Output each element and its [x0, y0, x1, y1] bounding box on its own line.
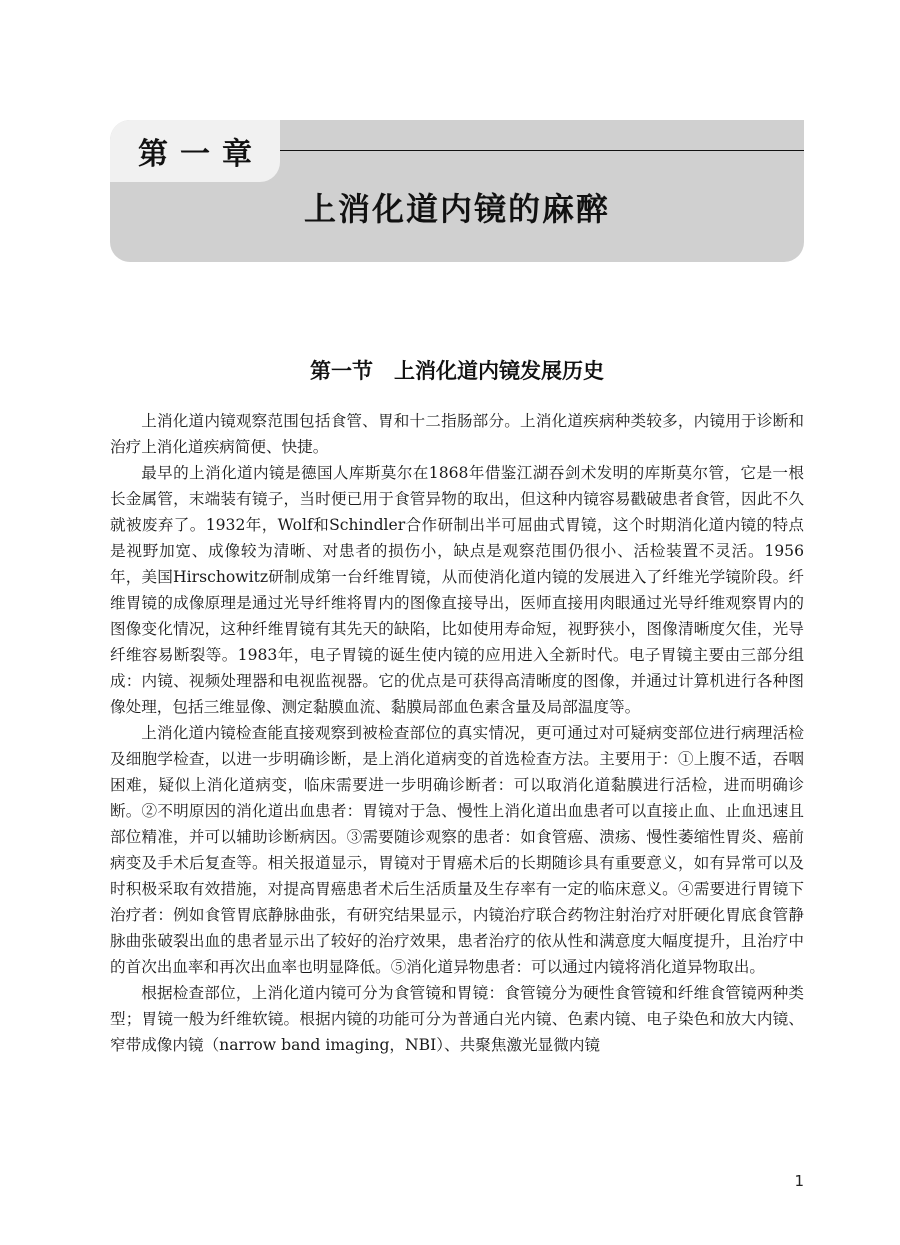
paragraph: 上消化道内镜检查能直接观察到被检查部位的真实情况，更可通过对可疑病变部位进行病理活检及细胞学检查，以进一步明确诊断，是上消化道病变的首选检查方法。主要用于：①上腹不适，吞咽困难，疑似上消化道病变，临床需要进一步明确诊断者：可以取消化道黏膜进行活检，进而明确诊断。②不明原因的消化道出血患者：胃镜对于急、慢性上消化道出血患者可以直接止血、止血迅速且部位精准，并可以辅助诊断病因。③需要随诊观察的患者：如食管癌、溃疡、慢性萎缩性胃炎、癌前病变及手术后复查等。相关报道显示，胃镜对于胃癌术后的长期随诊具有重要意义，如有异常可以及时积极采取有效措施，对提高胃癌患者术后生活质量及生存率有一定的临床意义。④需要进行胃镜下治疗者：例如食管胃底静脉曲张，有研究结果显示，内镜治疗联合药物注射治疗对肝硬化胃底食管静脉曲张破裂出血的患者显示出了较好的治疗效果，患者治疗的依从性和满意度大幅度提升，且治疗中的首次出血率和再次出血率也明显降低。⑤消化道异物患者：可以通过内镜将消化道异物取出。: [110, 724, 804, 976]
chapter-label: 第一章: [138, 137, 264, 172]
chapter-title: 上消化道内镜的麻醉: [303, 190, 610, 228]
paragraph: 上消化道内镜观察范围包括食管、胃和十二指肠部分。上消化道疾病种类较多，内镜用于诊断和治疗上消化道疾病简便、快捷。: [110, 412, 804, 456]
chapter-tab: [110, 120, 280, 182]
paragraph: 根据检查部位，上消化道内镜可分为食管镜和胃镜：食管镜分为硬性食管镜和纤维食管镜两种类型；胃镜一般为纤维软镜。根据内镜的功能可分为普通白光内镜、色素内镜、电子染色和放大内镜、窄带成像内镜（narrow band imaging，NBI）、共聚焦激光显微内镜: [110, 984, 804, 1054]
section-title: 第一节 上消化道内镜发展历史: [310, 359, 604, 383]
body-text: [110, 408, 804, 1058]
page-number: 1: [794, 1172, 804, 1190]
chapter-rule: [280, 150, 804, 151]
paragraph: 最早的上消化道内镜是德国人库斯莫尔在1868年借鉴江湖吞剑术发明的库斯莫尔管，它是一根长金属管，末端装有镜子，当时便已用于食管异物的取出，但这种内镜容易戳破患者食管，因此不久就被废弃了。1932年，Wolf和Schindler合作研制出半可屈曲式胃镜，这个时期消化道内镜的特点是视野加宽、成像较为清晰、对患者的损伤小，缺点是观察范围仍很小、活检装置不灵活。1956年，美国Hirschowitz研制成第一台纤维胃镜，从而使消化道内镜的发展进入了纤维光学镜阶段。纤维胃镜的成像原理是通过光导纤维将胃内的图像直接导出，医师直接用肉眼通过光导纤维观察胃内的图像变化情况，这种纤维胃镜有其先天的缺陷，比如使用寿命短，视野狭小，图像清晰度欠佳，光导纤维容易断裂等。1983年，电子胃镜的诞生使内镜的应用进入全新时代。电子胃镜主要由三部分组成：内镜、视频处理器和电视监视器。它的优点是可获得高清晰度的图像，并通过计算机进行各种图像处理，包括三维显像、测定黏膜血流、黏膜局部血色素含量及局部温度等。: [110, 464, 804, 716]
